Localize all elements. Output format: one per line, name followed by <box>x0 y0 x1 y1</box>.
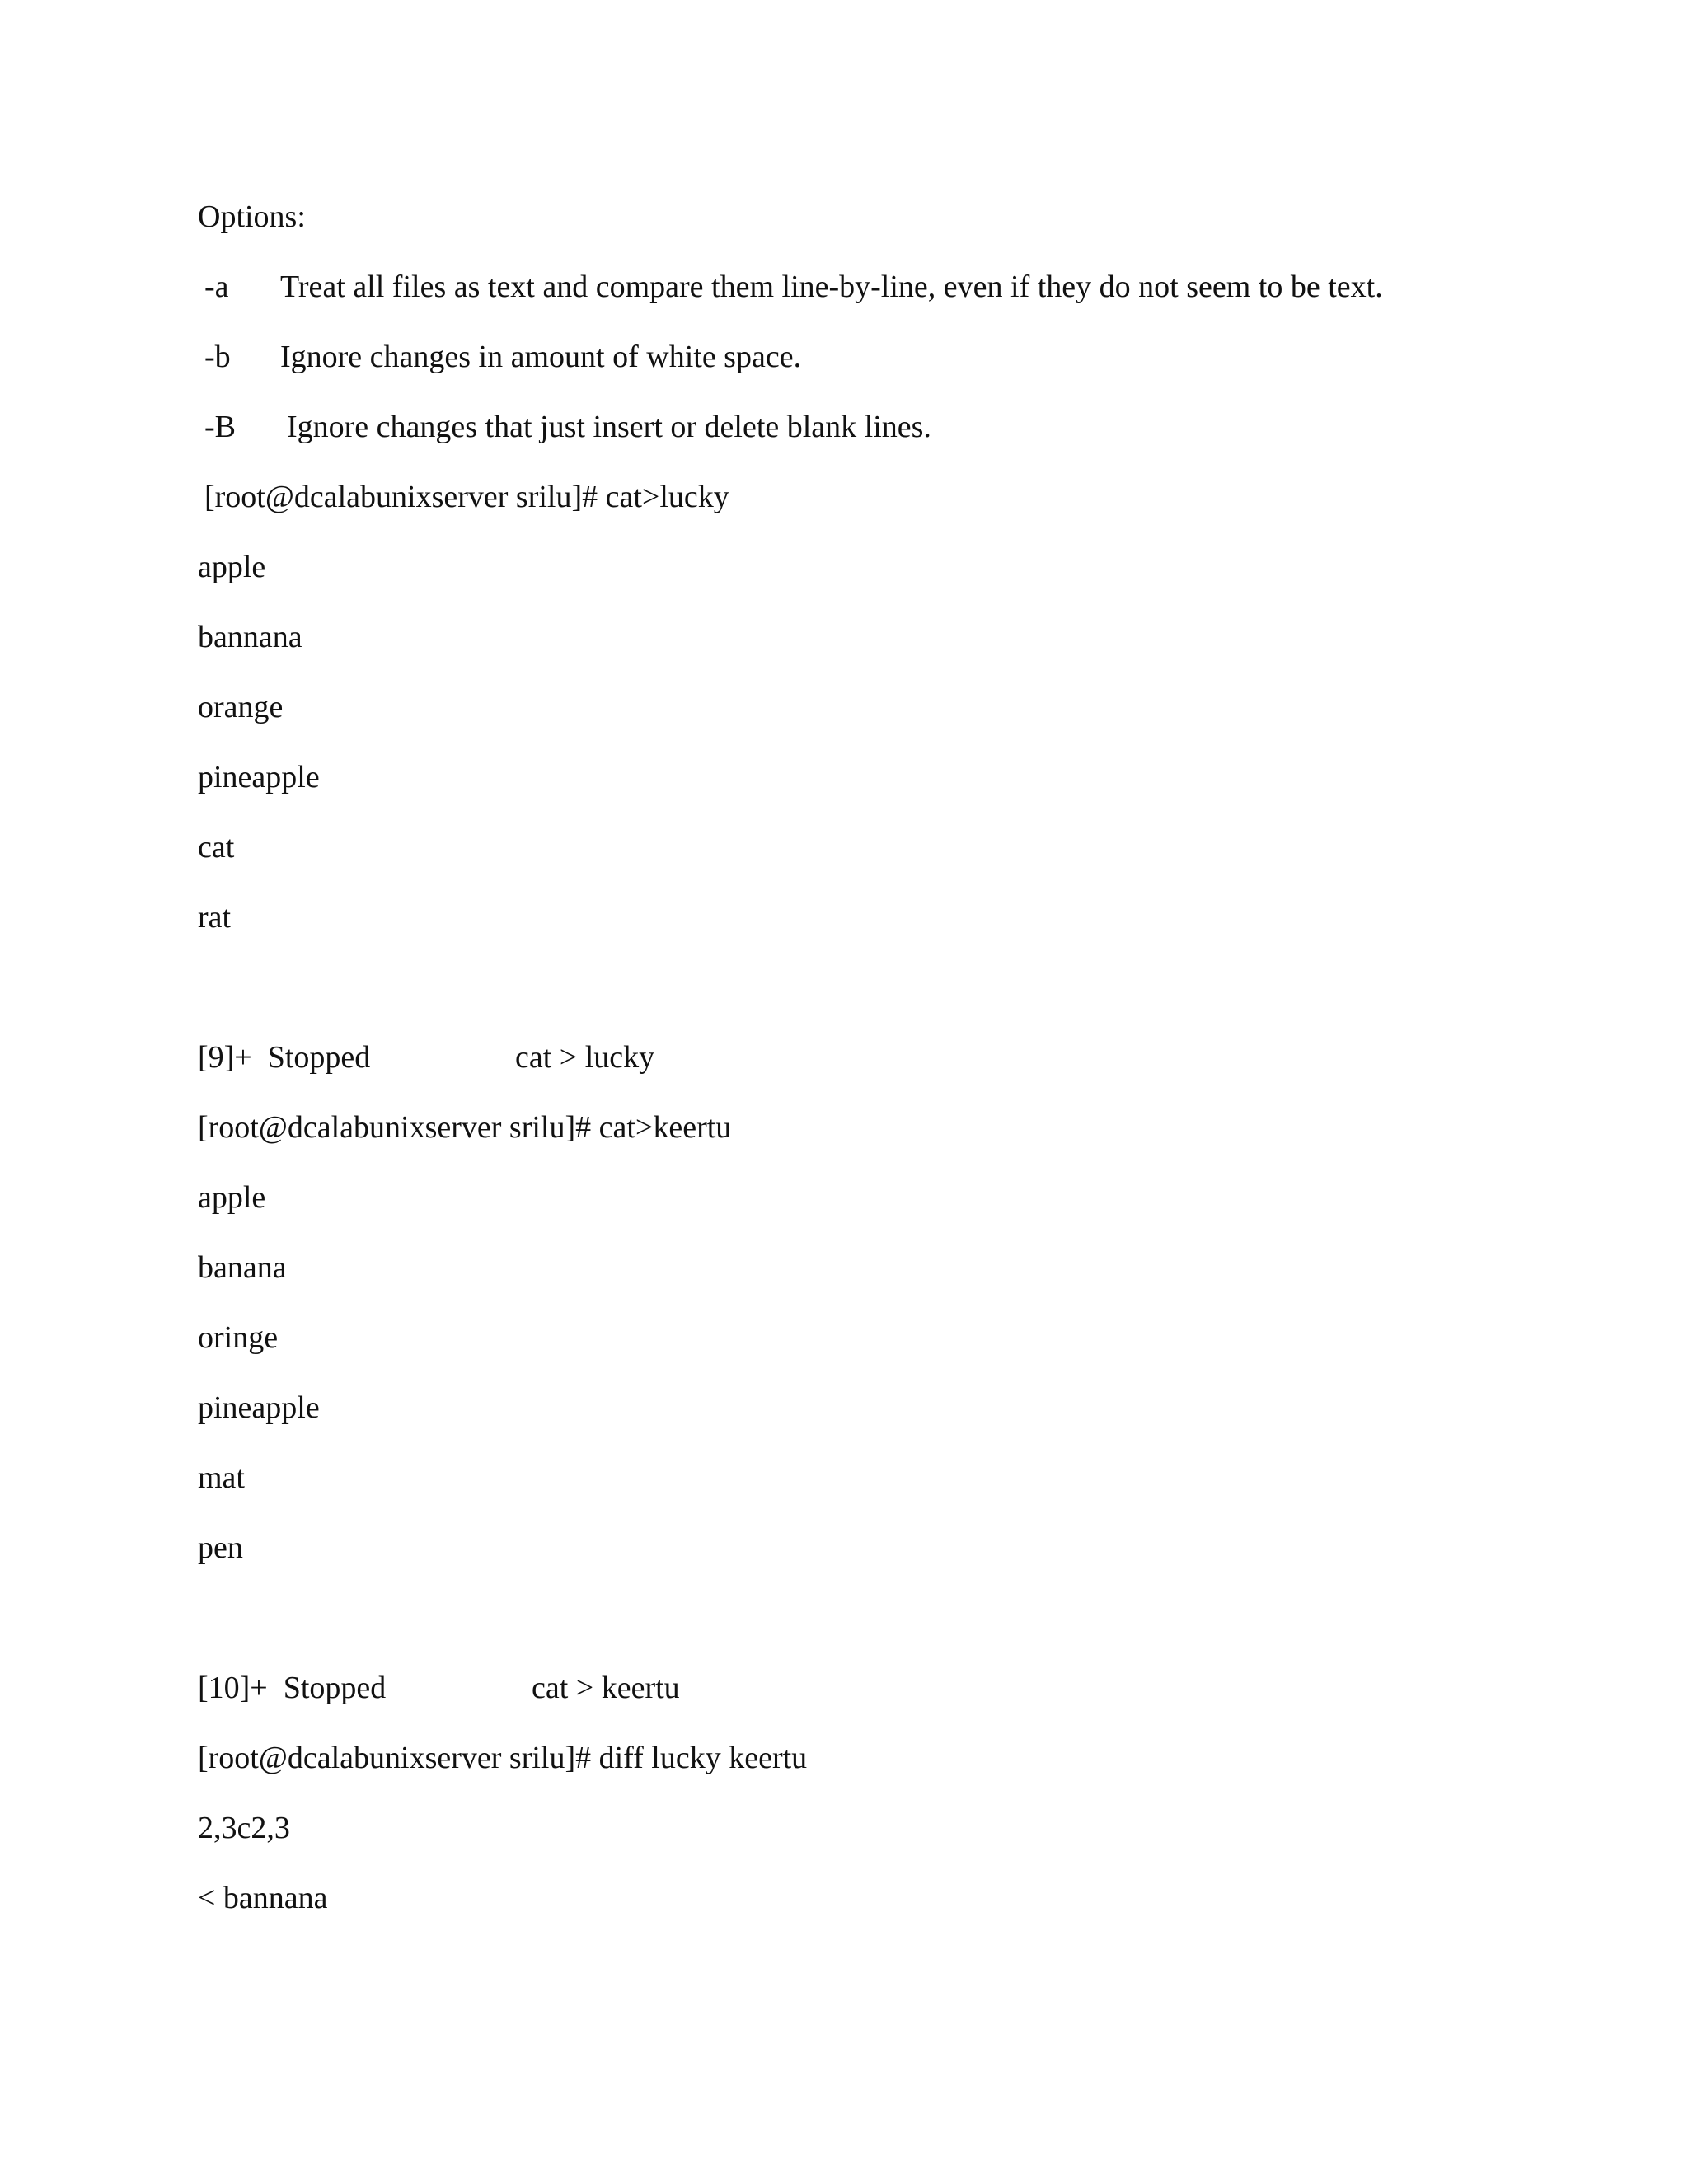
session1-job-command: cat > lucky <box>515 1040 655 1075</box>
diff-line: < bannana <box>198 1881 328 1915</box>
option-b-flag: -b <box>204 340 231 374</box>
session2-line: apple <box>198 1180 266 1215</box>
session2-line: pineapple <box>198 1390 320 1425</box>
option-a-flag: -a <box>204 269 229 304</box>
session2-prompt: [root@dcalabunixserver srilu]# cat>keertu <box>198 1110 732 1145</box>
session1-line: orange <box>198 690 284 724</box>
option-b <box>204 338 801 376</box>
session1-prompt: [root@dcalabunixserver srilu]# cat>lucky <box>204 480 729 514</box>
option-B-desc: Ignore changes that just insert or delete blank lines. <box>287 410 931 444</box>
session1-line: apple <box>198 550 266 584</box>
session2-line: banana <box>198 1250 287 1285</box>
options-heading: Options: <box>198 199 306 234</box>
session1-job-status-line <box>198 1038 654 1076</box>
session1-job-status: [9]+ Stopped <box>198 1040 371 1075</box>
session2-line: pen <box>198 1530 243 1565</box>
option-a <box>204 268 1383 306</box>
diff-prompt: [root@dcalabunixserver srilu]# diff lucky keertu <box>198 1741 808 1775</box>
session2-job-command: cat > keertu <box>532 1671 680 1705</box>
session1-line: cat <box>198 830 235 865</box>
option-a-desc: Treat all files as text and compare them line-by-line, even if they do not seem to be text. <box>280 269 1383 304</box>
option-B <box>204 408 931 446</box>
session2-line: mat <box>198 1460 245 1495</box>
diff-line: 2,3c2,3 <box>198 1811 290 1845</box>
session2-job-status: [10]+ Stopped <box>198 1671 387 1705</box>
option-b-desc: Ignore changes in amount of white space. <box>280 340 802 374</box>
session1-line: pineapple <box>198 760 320 794</box>
session2-job-status-line <box>198 1669 680 1707</box>
option-B-flag: -B <box>204 410 236 444</box>
session1-line: bannana <box>198 620 302 654</box>
session2-line: oringe <box>198 1320 279 1355</box>
session1-line: rat <box>198 900 232 935</box>
